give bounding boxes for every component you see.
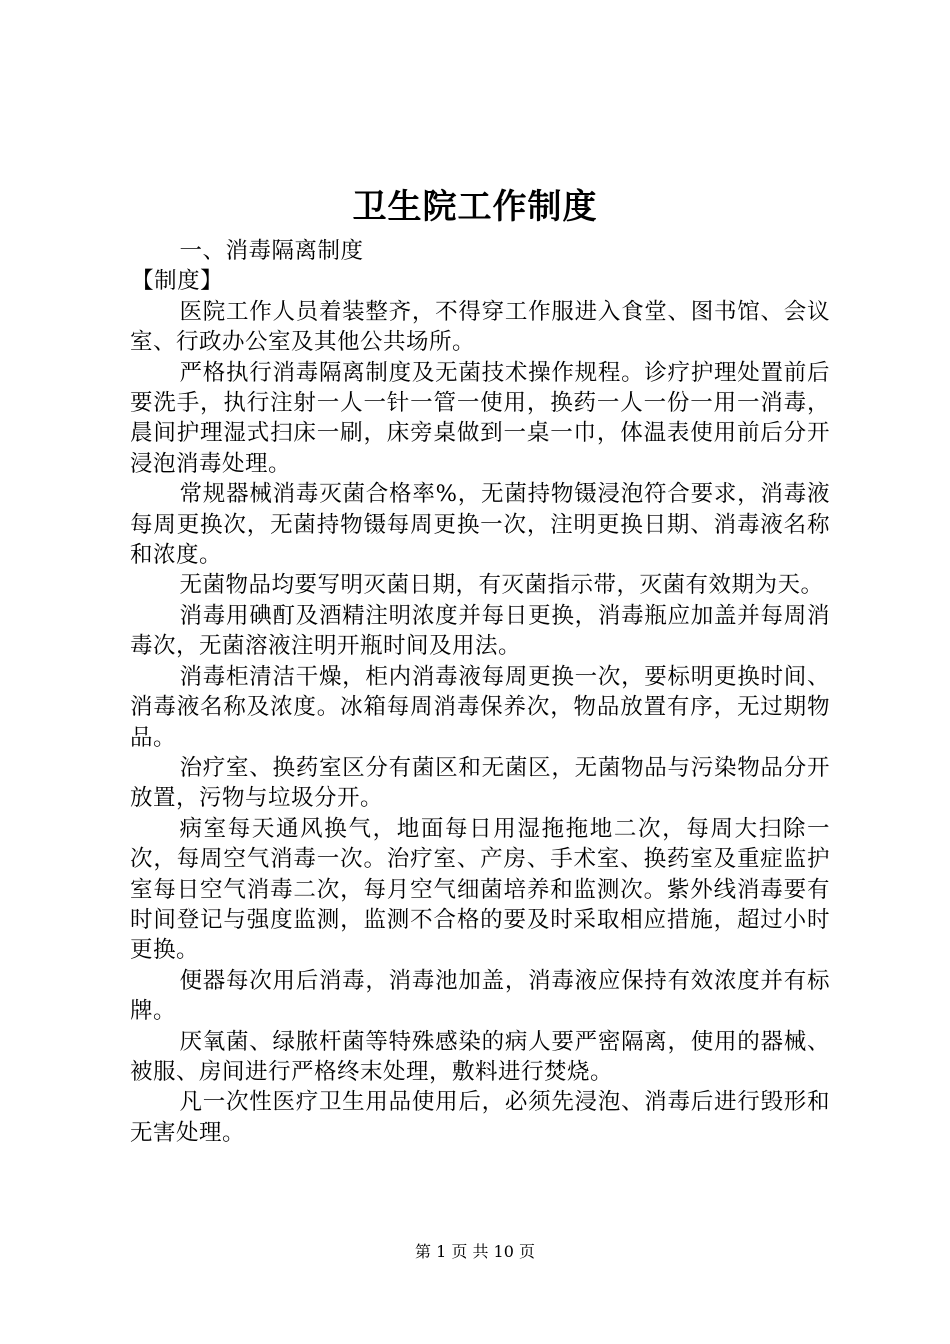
paragraph: 消毒柜清洁干燥，柜内消毒液每周更换一次，要标明更换时间、消毒液名称及浓度。冰箱每周消毒保养次，物品放置有序，无过期物品。 [130, 663, 830, 751]
paragraph: 厌氧菌、绿脓杆菌等特殊感染的病人要严密隔离，使用的器械、被服、房间进行严格终末处理，敷料进行焚烧。 [130, 1028, 830, 1085]
subheading: 【制度】 [131, 268, 224, 295]
paragraph: 便器每次用后消毒，消毒池加盖，消毒液应保持有效浓度并有标牌。 [130, 967, 830, 1025]
page-number-footer: 第 1 页 共 10 页 [415, 1242, 535, 1261]
document-body [130, 236, 830, 1148]
paragraph: 治疗室、换药室区分有菌区和无菌区，无菌物品与污染物品分开放置，污物与垃圾分开。 [130, 754, 830, 812]
paragraph: 消毒用碘酊及酒精注明浓度并每日更换，消毒瓶应加盖并每周消毒次，无菌溶液注明开瓶时间及用法。 [130, 602, 830, 660]
paragraph: 常规器械消毒灭菌合格率%，无菌持物镊浸泡符合要求，消毒液每周更换次，无菌持物镊每周更换一次，注明更换日期、消毒液名称和浓度。 [130, 481, 830, 569]
paragraph: 病室每天通风换气，地面每日用湿拖拖地二次，每周大扫除一次，每周空气消毒一次。治疗室、产房、手术室、换药室及重症监护室每日空气消毒二次，每月空气细菌培养和监测次。紫外线消毒要有时间登记与强度监测，监测不合格的要及时采取相应措施，超过小时更换。 [130, 815, 830, 964]
document-title: 卫生院工作制度 [352, 187, 598, 227]
section-heading: 一、消毒隔离制度 [179, 238, 364, 264]
paragraph: 医院工作人员着装整齐，不得穿工作服进入食堂、图书馆、会议室、行政办公室及其他公共场所。 [130, 298, 830, 356]
paragraph: 严格执行消毒隔离制度及无菌技术操作规程。诊疗护理处置前后要洗手，执行注射一人一针一管一使用，换药一人一份一用一消毒，晨间护理湿式扫床一刷，床旁桌做到一桌一巾，体温表使用前后分开浸泡消毒处理。 [130, 359, 830, 477]
paragraph: 无菌物品均要写明灭菌日期，有灭菌指示带，灭菌有效期为天。 [179, 572, 824, 599]
paragraph: 凡一次性医疗卫生用品使用后，必须先浸泡、消毒后进行毁形和无害处理。 [130, 1089, 830, 1146]
